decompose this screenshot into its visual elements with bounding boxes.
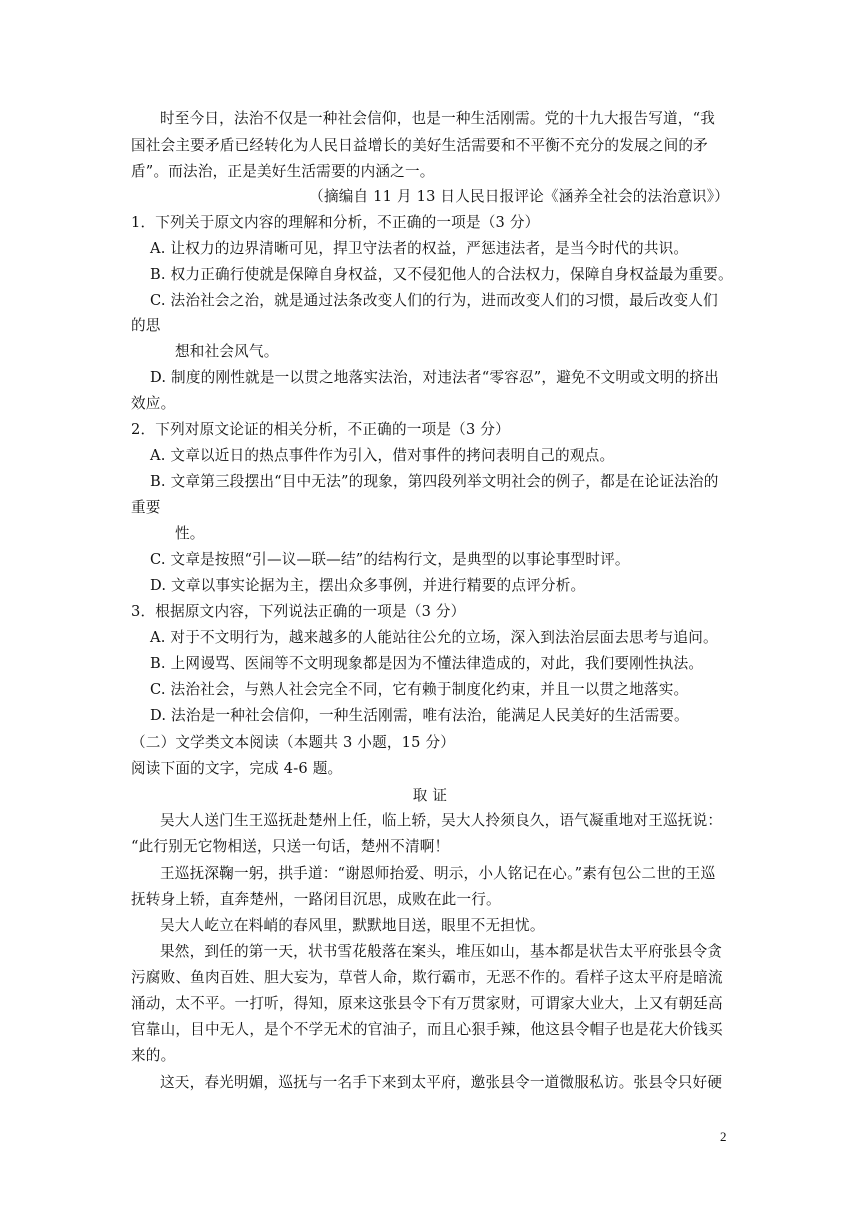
q1-option-b: B. 权力正确行使就是保障自身权益，又不侵犯他人的合法权力，保障自身权益最为重要。 bbox=[150, 266, 733, 283]
q1-option-c-cont: 想和社会风气。 bbox=[175, 343, 279, 360]
q2-option-b-cont: 性。 bbox=[175, 525, 205, 542]
story-line: 污腐败、鱼肉百姓、胆大妄为，草菅人命，欺行霸市，无恶不作的。看样子这太平府是暗流 bbox=[131, 969, 723, 986]
q2-option-d: D. 文章以事实论据为主，摆出众多事例，并进行精要的点评分析。 bbox=[150, 577, 586, 594]
q2-option-b: B. 文章第三段摆出“目中无法”的现象，第四段列举文明社会的例子，都是在论证法治的 bbox=[150, 473, 719, 490]
passage-line: 盾”。而法治，正是美好生活需要的内涵之一。 bbox=[131, 163, 435, 180]
q1-option-a: A. 让权力的边界清晰可见，捍卫守法者的权益，严惩违法者，是当今时代的共识。 bbox=[150, 240, 689, 257]
story-line: 抚转身上轿，直奔楚州，一路闭目沉思，成败在此一行。 bbox=[131, 891, 501, 908]
q1-option-d: D. 制度的刚性就是一以贯之地落实法治，对违法者“零容忍”，避免不文明或文明的挤出 bbox=[150, 369, 719, 386]
section-instruction: 阅读下面的文字，完成 4-6 题。 bbox=[131, 760, 343, 777]
q1-option-c: C. 法治社会之治，就是通过法条改变人们的行为，进而改变人们的习惯，最后改变人们 bbox=[150, 292, 718, 309]
page-number: 2 bbox=[720, 1129, 727, 1144]
story-line: 来的。 bbox=[131, 1047, 176, 1064]
question-1-stem: 1．下列关于原文内容的理解和分析，不正确的一项是（3 分） bbox=[131, 214, 540, 231]
story-line: 吴大人送门生王巡抚赴楚州上任，临上轿，吴大人拎须良久，语气凝重地对王巡抚说： bbox=[160, 812, 723, 829]
story-title: 取 证 bbox=[412, 787, 448, 804]
story-line: 官靠山，目中无人，是个不学无术的官油子，而且心狠手辣，他这县令帽子也是花大价钱买 bbox=[131, 1021, 723, 1038]
q3-option-c: C. 法治社会，与熟人社会完全不同，它有赖于制度化约束，并且一以贯之地落实。 bbox=[150, 681, 689, 698]
passage-line: 国社会主要矛盾已经转化为人民日益增长的美好生活需要和不平衡不充分的发展之间的矛 bbox=[131, 137, 708, 154]
section-heading: （二）文学类文本阅读（本题共 3 小题，15 分） bbox=[131, 734, 456, 751]
story-line: “此行别无它物相送，只送一句话，楚州不清啊！ bbox=[131, 838, 450, 855]
source-citation: （摘编自 11 月 13 日人民日报评论《涵养全社会的法治意识》） bbox=[309, 188, 729, 205]
story-line: 吴大人屹立在料峭的春风里，默默地目送，眼里不无担忧。 bbox=[160, 917, 545, 934]
story-line: 这天，春光明媚，巡抚与一名手下来到太平府，邀张县令一道微服私访。张县令只好硬 bbox=[160, 1074, 723, 1091]
story-line: 涌动，太不平。一打听，得知，原来这张县令下有万贯家财，可谓家大业大，上又有朝廷高 bbox=[131, 995, 723, 1012]
q1-option-c-cont: 的思 bbox=[131, 317, 161, 334]
q1-option-d-cont: 效应。 bbox=[131, 395, 176, 412]
q3-option-a: A. 对于不文明行为，越来越多的人能站往公允的立场，深入到法治层面去思考与追问。 bbox=[150, 629, 718, 646]
story-line: 果然，到任的第一天，状书雪花般落在案头，堆压如山，基本都是状告太平府张县令贪 bbox=[160, 943, 723, 960]
q3-option-b: B. 上网谩骂、医闹等不文明现象都是因为不懂法律造成的，对此，我们要刚性执法。 bbox=[150, 655, 704, 672]
q3-option-d: D. 法治是一种社会信仰，一种生活刚需，唯有法治，能满足人民美好的生活需要。 bbox=[150, 707, 689, 724]
passage-line: 时至今日，法治不仅是一种社会信仰，也是一种生活刚需。党的十九大报告写道，“我 bbox=[160, 110, 716, 127]
q2-option-a: A. 文章以近日的热点事件作为引入，借对事件的拷问表明自己的观点。 bbox=[150, 447, 615, 464]
q2-option-b-cont: 重要 bbox=[131, 499, 161, 516]
q2-option-c: C. 文章是按照“引—议—联—结”的结构行文，是典型的以事论事型时评。 bbox=[150, 551, 630, 568]
question-3-stem: 3．根据原文内容，下列说法正确的一项是（3 分） bbox=[131, 603, 466, 620]
question-2-stem: 2．下列对原文论证的相关分析，不正确的一项是（3 分） bbox=[131, 421, 510, 438]
story-line: 王巡抚深鞠一躬，拱手道：“谢恩师抬爱、明示，小人铭记在心。”素有包公二世的王巡 bbox=[160, 865, 716, 882]
